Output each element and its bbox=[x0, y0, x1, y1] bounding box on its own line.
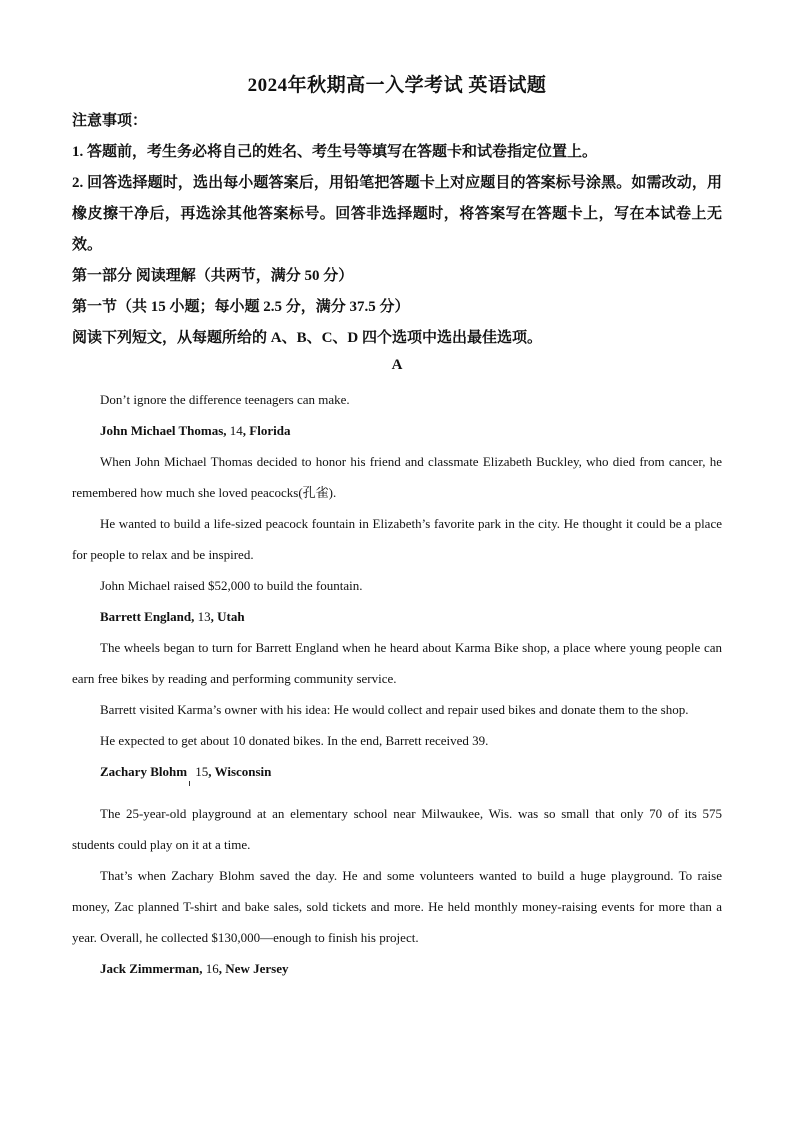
exam-instructions bbox=[72, 106, 722, 354]
reading-instruction: 阅读下列短文，从每题所给的 A、B、C、D 四个选项中选出最佳选项。 bbox=[72, 330, 543, 346]
passage-intro: Don’t ignore the difference teenagers can make. bbox=[100, 392, 350, 407]
person-state: Utah bbox=[217, 609, 245, 624]
paragraph: Barrett visited Karma’s owner with his idea: He would collect and repair used bikes and donate them to the shop. bbox=[100, 702, 689, 717]
person-heading: Zachary Blohm 15, Wisconsin bbox=[72, 756, 722, 787]
page-title: 2024年秋期高一入学考试 英语试题 bbox=[247, 75, 547, 96]
person-state: Florida bbox=[249, 423, 291, 438]
part-heading: 第一部分 阅读理解（共两节，满分 50 分） bbox=[72, 268, 354, 284]
spacer bbox=[72, 787, 722, 798]
paragraph: That’s when Zachary Blohm saved the day. He and some volunteers wanted to build a huge playground. To raise money, Zac planned T-shirt and bake sales, sold tickets and more. He held monthly money-raising events for more than a year. Overall, he collected $130,000—enough to finish his project. bbox=[72, 868, 722, 945]
person-name: John Michael Thomas bbox=[100, 423, 224, 438]
person-age: 13 bbox=[197, 609, 211, 624]
notes-item-2: 2. 回答选择题时，选出每小题答案后，用铅笔把答题卡上对应题目的答案标号涂黑。如需改动，用橡皮擦干净后，再选涂其他答案标号。回答非选择题时，将答案写在答题卡上，写在本试卷上无效。 bbox=[72, 175, 722, 253]
person-state: Wisconsin bbox=[214, 764, 272, 779]
person-name: Jack Zimmerman bbox=[100, 961, 200, 976]
passage-letter: A bbox=[391, 357, 403, 373]
person-name: Zachary Blohm bbox=[100, 764, 188, 779]
paragraph: He wanted to build a life-sized peacock fountain in Elizabeth’s favorite park in the city. He thought it could be a place for people to relax and be inspired. bbox=[72, 516, 722, 562]
paragraph: When John Michael Thomas decided to honor his friend and classmate Elizabeth Buckley, who died from cancer, he remembered how much she loved peacocks(孔雀). bbox=[72, 454, 722, 500]
person-age: 15 bbox=[195, 764, 209, 779]
person-age: 14 bbox=[229, 423, 243, 438]
person-name: Barrett England bbox=[100, 609, 192, 624]
person-heading: John Michael Thomas, 14, Florida bbox=[100, 423, 291, 438]
person-age: 16 bbox=[205, 961, 219, 976]
section-heading: 第一节（共 15 小题；每小题 2.5 分，满分 37.5 分） bbox=[72, 299, 410, 315]
notes-heading: 注意事项： bbox=[72, 113, 148, 129]
paragraph: The wheels began to turn for Barrett England when he heard about Karma Bike shop, a place where young people can earn free bikes by reading and performing community service. bbox=[72, 640, 722, 686]
notes-item-1: 1. 答题前，考生务必将自己的姓名、考生号等填写在答题卡和试卷指定位置上。 bbox=[72, 144, 598, 160]
paragraph: The 25-year-old playground at an elementary school near Milwaukee, Wis. was so small that only 70 of its 575 students could play on it at a time. bbox=[72, 806, 722, 852]
paragraph: He expected to get about 10 donated bikes. In the end, Barrett received 39. bbox=[100, 733, 489, 748]
passage-body bbox=[72, 384, 722, 984]
person-heading: Barrett England, 13, Utah bbox=[100, 609, 245, 624]
paragraph: John Michael raised $52,000 to build the fountain. bbox=[100, 578, 363, 593]
person-state: New Jersey bbox=[225, 961, 289, 976]
stray-mark bbox=[189, 781, 190, 786]
person-heading: Jack Zimmerman, 16, New Jersey bbox=[100, 961, 289, 976]
